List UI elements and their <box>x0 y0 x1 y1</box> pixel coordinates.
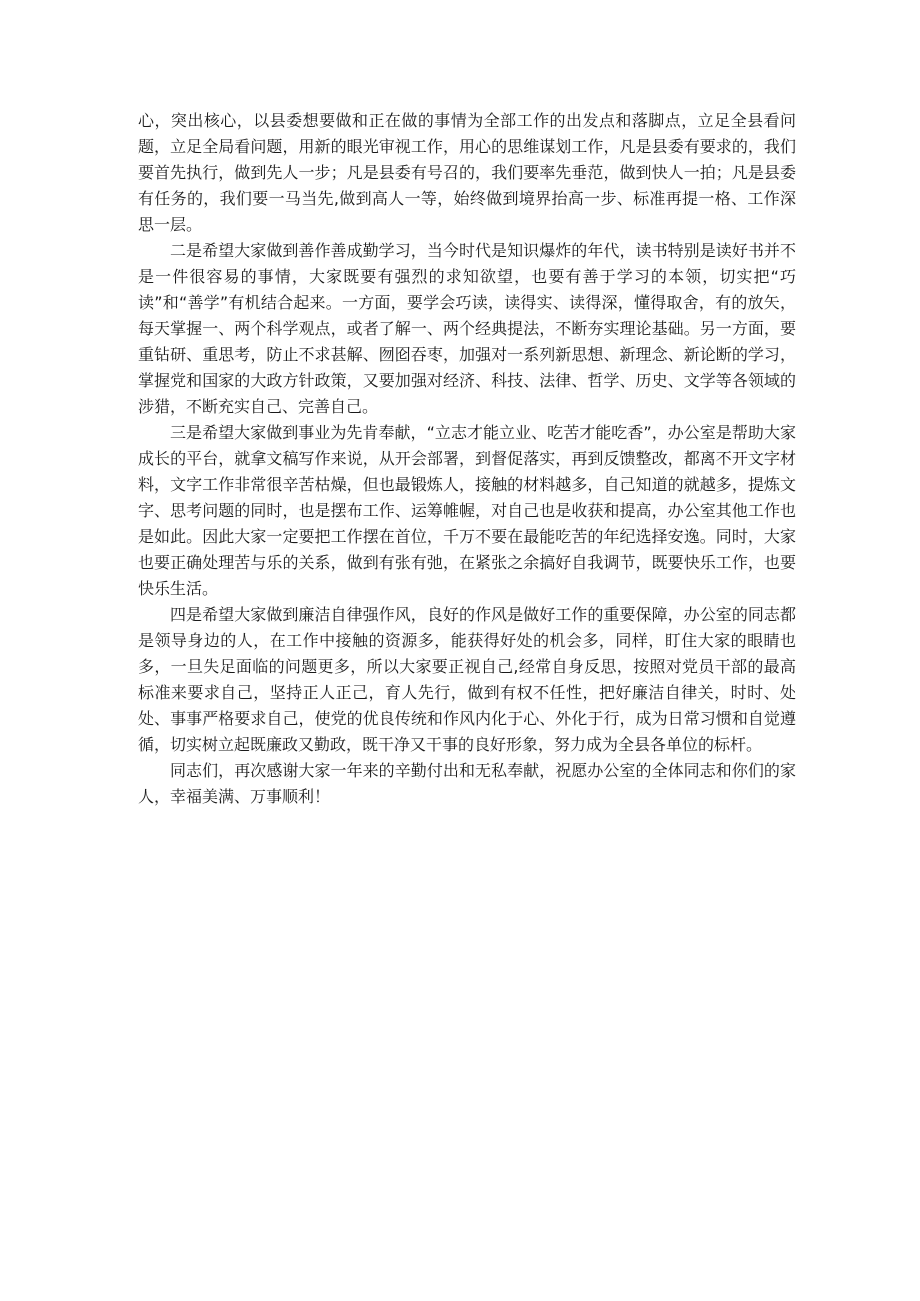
paragraph-dedication: 三是希望大家做到事业为先肯奉献，“立志才能立业、吃苦才能吃香”，办公室是帮助大家成长的平台，就拿文稿写作来说，从开会部署，到督促落实，再到反馈整改，都离不开文字材料，文字工作非常很辛苦枯燥，但也最锻炼人，接触的材料越多，自己知道的就越多，提炼文字、思考问题的同时，也是摆布工作、运筹帷幄，对自己也是收获和提高，办公室其他工作也是如此。因此大家一定要把工作摆在首位，千万不要在最能吃苦的年纪选择安逸。同时，大家也要正确处理苦与乐的关系，做到有张有弛，在紧张之余搞好自我调节，既要快乐工作，也要快乐生活。 <box>138 423 796 598</box>
paragraph-closing: 同志们，再次感谢大家一年来的辛勤付出和无私奉献，祝愿办公室的全体同志和你们的家人，幸福美满、万事顺利！ <box>138 761 796 806</box>
paragraph-study: 二是希望大家做到善作善成勤学习，当今时代是知识爆炸的年代，读书特别是读好书并不是一件很容易的事情，大家既要有强烈的求知欲望，也要有善于学习的本领，切实把“巧读”和“善学”有机结合起来。一方面，要学会巧读，读得实、读得深，懂得取舍，有的放矢，每天掌握一、两个科学观点，或者了解一、两个经典提法，不断夯实理论基础。另一方面，要重钻研、重思考，防止不求甚解、囫囵吞枣，加强对一系列新思想、新理念、新论断的学习，掌握党和国家的大政方针政策，又要加强对经济、科技、法律、哲学、历史、文学等各领域的涉猎，不断充实自己、完善自己。 <box>138 241 796 416</box>
document-body <box>138 108 796 810</box>
paragraph-integrity: 四是希望大家做到廉洁自律强作风，良好的作风是做好工作的重要保障，办公室的同志都是领导身边的人，在工作中接触的资源多，能获得好处的机会多，同样，盯住大家的眼睛也多，一旦失足面临的问题更多，所以大家要正视自己,经常自身反思，按照对党员干部的最高标准来要求自己，坚持正人正己，育人先行，做到有权不任性，把好廉洁自律关，时时、处处、事事严格要求自己，使党的优良传统和作风内化于心、外化于行，成为日常习惯和自觉遵循，切实树立起既廉政又勤政，既干净又干事的良好形象，努力成为全县各单位的标杆。 <box>138 605 796 754</box>
paragraph-continuation: 心，突出核心，以县委想要做和正在做的事情为全部工作的出发点和落脚点，立足全县看问题，立足全局看问题，用新的眼光审视工作，用心的思维谋划工作，凡是县委有要求的，我们要首先执行，做到先人一步；凡是县委有号召的，我们要率先垂范，做到快人一拍；凡是县委有任务的，我们要一马当先,做到高人一等，始终做到境界抬高一步、标准再提一格、工作深思一层。 <box>138 111 796 234</box>
